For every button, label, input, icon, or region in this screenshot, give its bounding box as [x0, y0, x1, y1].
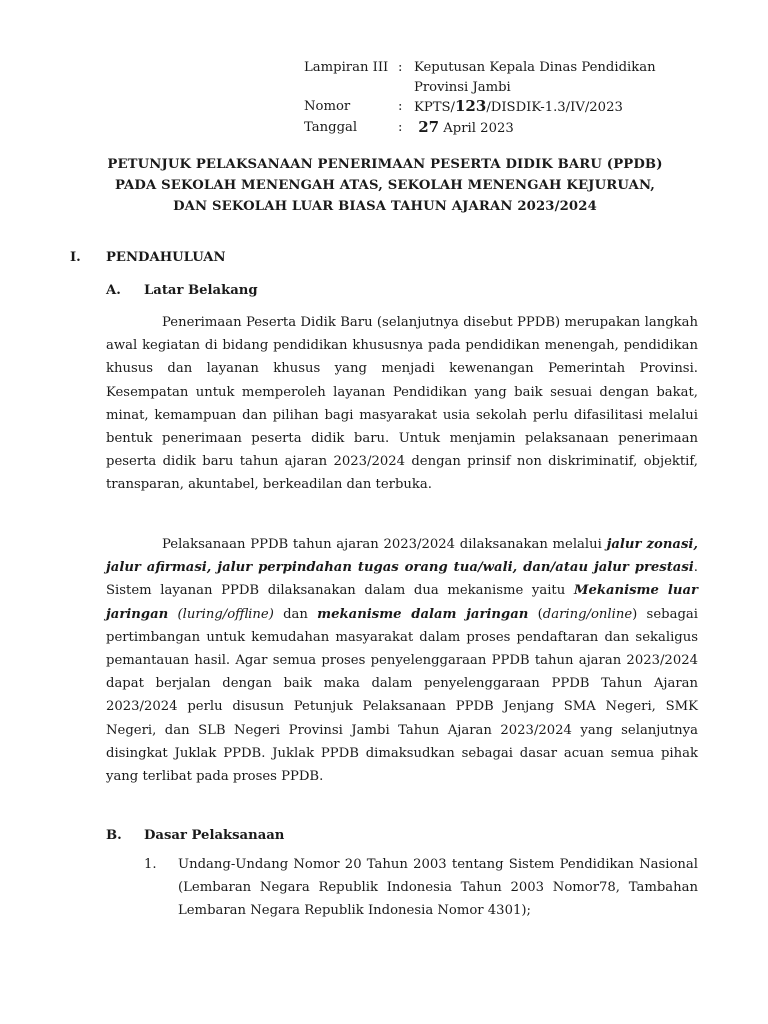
- nomor-row: [304, 97, 656, 118]
- title-line-3: DAN SEKOLAH LUAR BIASA TAHUN AJARAN 2023/2024: [173, 199, 597, 214]
- subsection-b-letter: B.: [106, 828, 122, 843]
- attachment-header: [304, 58, 656, 138]
- lampiran-label: Lampiran III: [304, 60, 389, 75]
- colon: :: [398, 99, 403, 114]
- subsection-a-letter: A.: [106, 283, 121, 298]
- lampiran-row-2: [304, 78, 656, 98]
- nomor-value: KPTS/123/DISDIK-1.3/IV/2023: [414, 97, 623, 115]
- lampiran-value: Keputusan Kepala Dinas Pendidikan: [414, 60, 656, 75]
- nomor-label: Nomor: [304, 99, 351, 114]
- document-title: [90, 154, 680, 217]
- paragraph-background-1: Penerimaan Peserta Didik Baru (selanjutnya disebut PPDB) merupakan langkah awal kegiatan di bidang pendidikan khususnya pada pendidikan menengah, pendidikan khusus dan layanan khusus yang menjadi kewenangan Pemerintah Provinsi. Kesempatan untuk memperoleh layanan Pendidikan yang baik sesuai dengan bakat, minat, kemampuan dan pilihan bagi masyarakat usia sekolah perlu difasilitasi melalui bentuk penerimaan peserta didik baru. Untuk menjamin pelaksanaan penerimaan peserta didik baru tahun ajaran 2023/2024 dengan prinsif non diskriminatif, objektif, transparan, akuntabel, berkeadilan dan terbuka.: [106, 315, 698, 493]
- colon: :: [398, 119, 403, 135]
- title-line-2: PADA SEKOLAH MENENGAH ATAS, SEKOLAH MENENGAH KEJURUAN,: [114, 178, 656, 193]
- colon: :: [398, 60, 403, 75]
- paragraph-background-2: Pelaksanaan PPDB tahun ajaran 2023/2024 dilaksanakan melalui jalur zonasi, jalur afirmasi, jalur perpindahan tugas orang tua/wali, dan/atau jalur prestasi. Sistem layanan PPDB dilaksanakan dalam dua mekanisme yaitu Mekanisme luar jaringan (luring/offline) dan mekanisme dalam jaringan (daring/online) sebagai pertimbangan untuk kemudahan masyarakat dalam proses pendaftaran dan sekaligus pemantauan hasil. Agar semua proses penyelenggaraan PPDB tahun ajaran 2023/2024 dapat berjalan dengan baik maka dalam penyelenggaraan PPDB Tahun Ajaran 2023/2024 perlu disusun Petunjuk Pelaksanaan PPDB Jenjang SMA Negeri, SMK Negeri, dan SLB Negeri Provinsi Jambi Tahun Ajaran 2023/2024 yang selanjutnya disingkat Juklak PPDB. Juklak PPDB dimaksudkan sebagai dasar acuan semua pihak yang terlibat pada proses PPDB.: [106, 537, 698, 785]
- lampiran-value-2: Provinsi Jambi: [414, 79, 511, 95]
- section-title: PENDAHULUAN: [106, 250, 226, 265]
- subsection-a-title: Latar Belakang: [144, 283, 258, 298]
- tanggal-value: 27 April 2023: [418, 117, 514, 136]
- section-number: I.: [70, 250, 81, 265]
- tanggal-row: [304, 118, 656, 139]
- tanggal-label: Tanggal: [304, 119, 358, 135]
- subsection-b-title: Dasar Pelaksanaan: [144, 828, 285, 843]
- lampiran-row: [304, 58, 656, 78]
- list-item: Undang-Undang Nomor 20 Tahun 2003 tentang Sistem Pendidikan Nasional (Lembaran Negara Republik Indonesia Tahun 2003 Nomor78, Tambahan Lembaran Negara Republik Indonesia Nomor 4301);: [178, 857, 698, 919]
- title-line-1: PETUNJUK PELAKSANAAN PENERIMAAN PESERTA DIDIK BARU (PPDB): [107, 157, 663, 172]
- list-item-number: 1.: [144, 857, 157, 872]
